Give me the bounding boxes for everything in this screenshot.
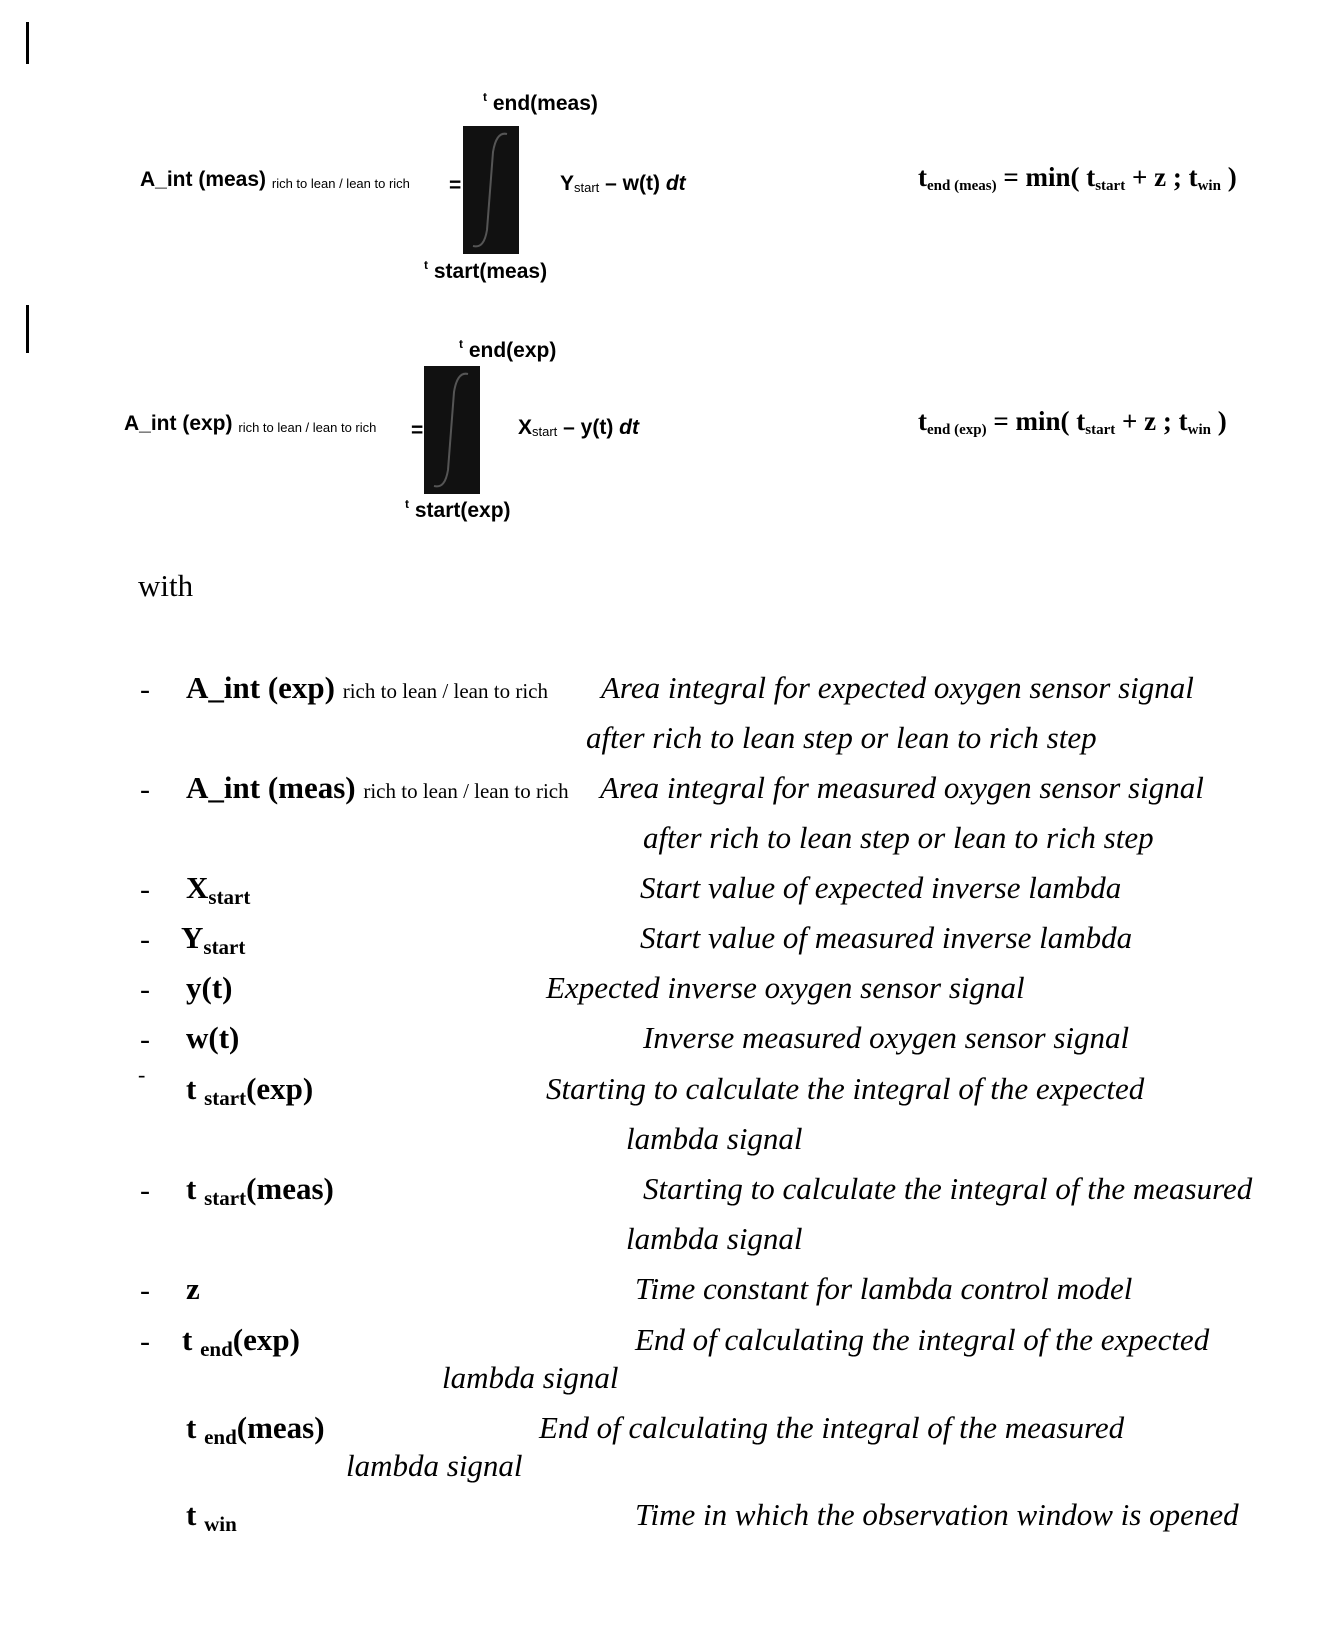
- description-continued: after rich to lean step or lean to rich step: [643, 820, 1154, 855]
- description: Start value of expected inverse lambda: [640, 870, 1122, 905]
- list-dash: -: [140, 973, 150, 1006]
- upper-limit: $^t$ end(exp): [459, 337, 557, 362]
- description-continued: lambda signal: [626, 1121, 803, 1156]
- list-dash: -: [140, 1274, 150, 1307]
- description: Time in which the observation window is opened: [635, 1497, 1239, 1532]
- description: End of calculating the integral of the expected: [635, 1322, 1210, 1357]
- term: w(t): [186, 1020, 240, 1055]
- equals-sign: =: [449, 174, 462, 197]
- description: Starting to calculate the integral of the measured: [643, 1171, 1253, 1206]
- term: Xstart: [186, 870, 251, 909]
- term: t win: [186, 1497, 237, 1536]
- term: t start(meas): [186, 1171, 334, 1210]
- description-continued: lambda signal: [346, 1448, 523, 1483]
- description-continued: lambda signal: [442, 1360, 619, 1395]
- list-dash: -: [138, 1062, 146, 1087]
- list-dash: -: [140, 1325, 150, 1358]
- integral-sign-icon: [463, 126, 519, 254]
- list-dash: -: [140, 773, 150, 806]
- description-continued: after rich to lean step or lean to rich step: [586, 720, 1097, 755]
- rhs-tend-meas: $t_{end (meas)} = \min$( $t_{start} + z$ ; $t_{win}$ ): [918, 162, 1237, 194]
- list-dash: -: [140, 1023, 150, 1056]
- list-dash: -: [140, 1174, 150, 1207]
- description: Area integral for expected oxygen sensor signal: [601, 670, 1194, 705]
- term: t start(exp): [186, 1071, 314, 1110]
- term: y(t): [186, 970, 233, 1005]
- lhs: A_int (meas) rich to lean / lean to rich: [140, 168, 410, 191]
- description-continued: lambda signal: [626, 1221, 803, 1256]
- with-label: with: [138, 568, 194, 603]
- description: Starting to calculate the integral of the expected: [546, 1071, 1145, 1106]
- revision-bar: [26, 305, 29, 353]
- term: A_int (exp) rich to lean / lean to rich: [186, 670, 548, 705]
- integrand: Xstart – y(t) dt: [518, 416, 639, 439]
- rhs-tend-exp: $t_{end (exp)} = \min$( $t_{start} + z$ ; $t_{win}$ ): [918, 406, 1227, 438]
- description: End of calculating the integral of the measured: [539, 1410, 1125, 1445]
- integrand: Ystart – w(t) dt: [560, 172, 686, 195]
- description: Time constant for lambda control model: [635, 1271, 1133, 1306]
- term: A_int (meas) rich to lean / lean to rich: [186, 770, 569, 805]
- integral-sign-icon: [424, 366, 480, 494]
- term: t end(meas): [186, 1410, 325, 1449]
- list-dash: -: [140, 923, 150, 956]
- revision-bar: [26, 22, 29, 64]
- list-dash: -: [140, 673, 150, 706]
- lhs: A_int (exp) rich to lean / lean to rich: [124, 412, 377, 435]
- lower-limit: $^t$ start(meas): [424, 258, 548, 283]
- term: t end(exp): [182, 1322, 300, 1361]
- upper-limit: $^t$ end(meas): [483, 90, 598, 115]
- description: Start value of measured inverse lambda: [640, 920, 1133, 955]
- description: Area integral for measured oxygen sensor signal: [600, 770, 1204, 805]
- list-dash: -: [140, 873, 150, 906]
- term: z: [186, 1271, 200, 1306]
- term: Ystart: [181, 920, 246, 959]
- description: Inverse measured oxygen sensor signal: [643, 1020, 1130, 1055]
- description: Expected inverse oxygen sensor signal: [546, 970, 1025, 1005]
- lower-limit: $^t$ start(exp): [405, 497, 511, 522]
- equals-sign: =: [411, 419, 424, 442]
